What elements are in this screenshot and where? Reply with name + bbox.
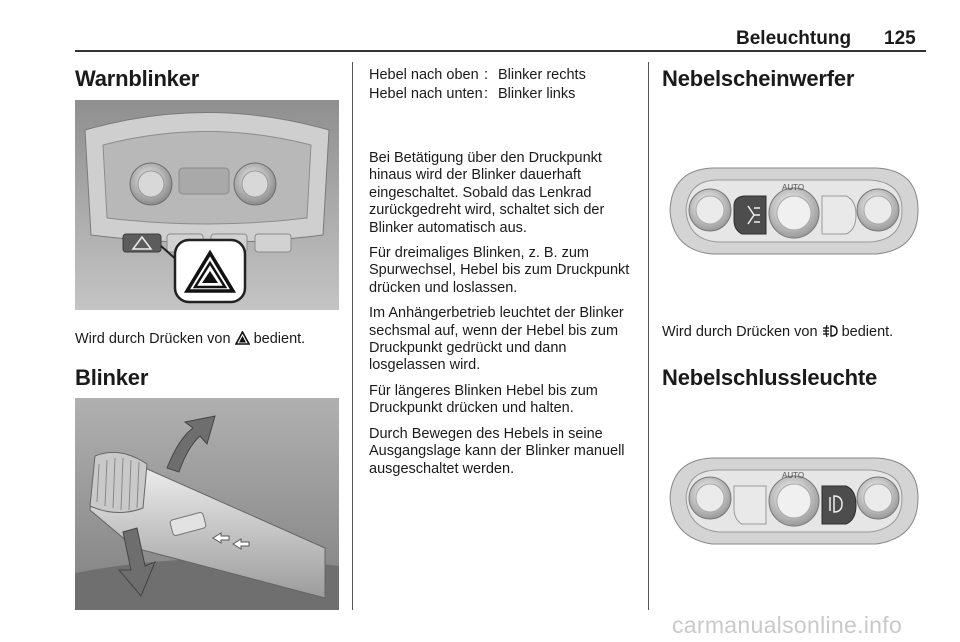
table-row: Hebel nach oben : Blinker rechts — [369, 67, 586, 83]
body-text-column — [369, 150, 637, 486]
column-divider — [352, 62, 353, 610]
heading-warnblinker: Warnblinker — [75, 66, 200, 91]
heading-blinker: Blinker — [75, 365, 149, 390]
lever-direction-table — [369, 67, 637, 104]
header-rule — [75, 50, 926, 52]
turn-signal-lever-figure — [75, 398, 339, 610]
page-number: 125 — [884, 28, 916, 49]
front-fog-light-icon — [822, 324, 838, 342]
paragraph: Für längeres Blinken Hebel bis zum Druckpunkt drücken und halten. — [369, 382, 598, 417]
caption-warnblinker: Wird durch Drücken von bedient. — [75, 331, 306, 347]
table-row: Hebel nach unten : Blinker links — [369, 85, 576, 102]
rear-fog-switch-figure — [662, 398, 926, 610]
paragraph: Für dreimaliges Blinken, z. B. zum Spurwechsel, Hebel bis zum Druckpunkt drücken und loslassen. — [369, 245, 630, 296]
panel-label-auto: AUTO — [782, 183, 805, 192]
panel-label-auto: AUTO — [782, 471, 805, 480]
paragraph: Bei Betätigung über den Druckpunkt hinaus wird der Blinker dauerhaft eingeschaltet. Sobald das Lenkrad zurückgedreht wird, schaltet sich der Blinker automatisch aus. — [369, 150, 605, 236]
running-header-title: Beleuchtung — [736, 28, 852, 49]
paragraph: Durch Bewegen des Hebels in seine Ausgangslage kann der Blinker manuell ausgeschaltet werden. — [369, 425, 625, 477]
front-fog-switch-figure — [662, 100, 926, 310]
heading-nebelscheinwerfer: Nebelscheinwerfer — [662, 66, 855, 91]
heading-nebelschlussleuchte: Nebelschlussleuchte — [662, 365, 878, 390]
hazard-switch-figure — [75, 100, 339, 310]
column-divider — [648, 62, 649, 610]
watermark: carmanualsonline.info — [672, 612, 903, 638]
hazard-warning-icon — [235, 331, 250, 349]
paragraph: Im Anhängerbetrieb leuchtet der Blinker sechsmal auf, wenn der Hebel bis zum Druckpunkt gedrückt und dann losgelassen wird. — [369, 305, 624, 374]
caption-nebelscheinwerfer: Wird durch Drücken von bedient. — [662, 324, 894, 340]
